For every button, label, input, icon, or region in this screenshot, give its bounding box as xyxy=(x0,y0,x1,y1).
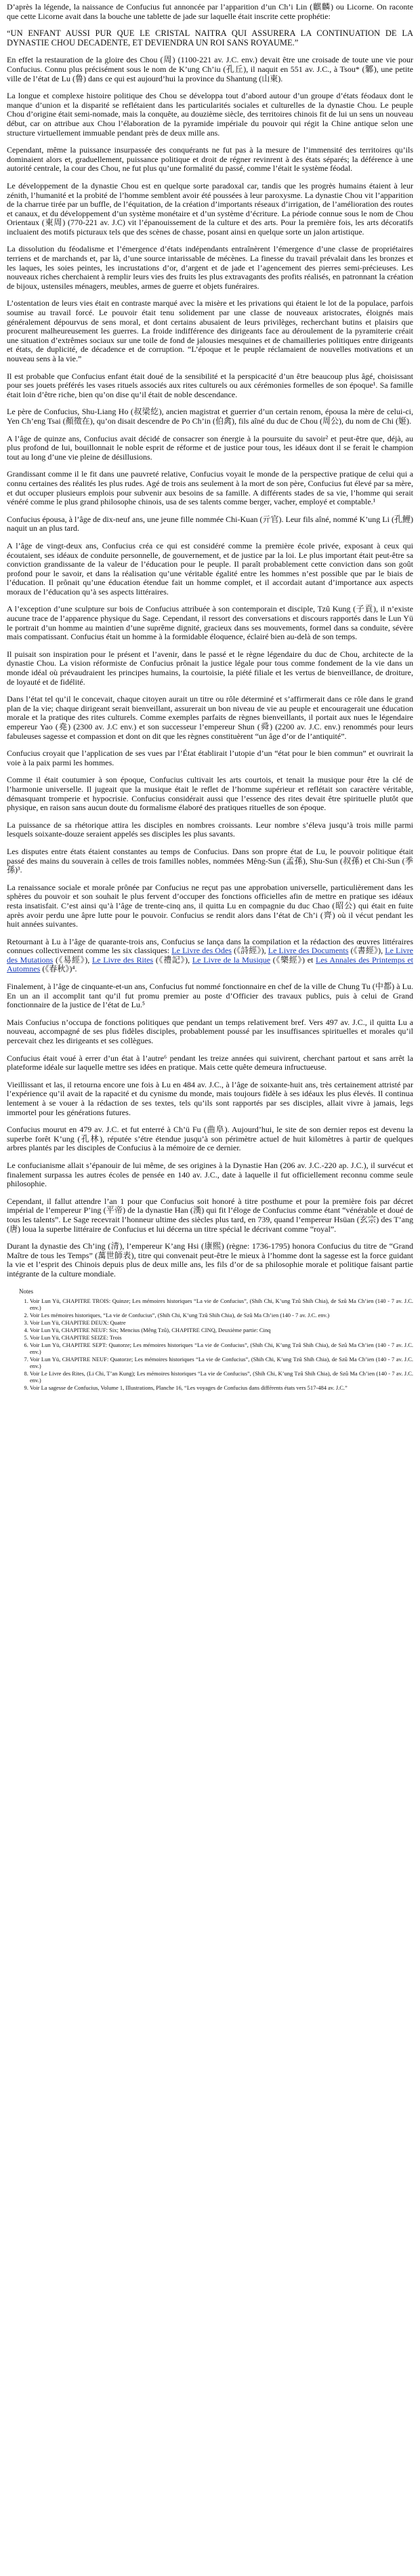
paragraph-first-school: A l’âge de vingt-deux ans, Confucius créa ce qui est considéré comme la première école privée, exposant à ceux qui écoutaient, ses idéaux de conduite personnelle, de gouvernement, et de justice par la loi. Le plus important était peut-être sa conviction grandissante de la valeur de l’éducation pour le peuple. Il paraît probablement cette conviction dans son goût profond pour le savoir, et dans la réalisation qu’une véritable égalité entre les hommes n’est possible que par le biais de l’éducation. Il prônait qu’une éducation étendue fait un homme complet, et il accordait autant d’importance aux aspects moraux de l’éducation qu’à ses aspects littéraires. xyxy=(7,540,413,597)
paragraph-chou-development: Le développement de la dynastie Chou est en quelque sorte paradoxal car, tandis que les progrès humains étaient à leur zénith, l’humanité et la probité de l’homme semblent avoir été poussées à leur paroxysme. La dynastie Chou vit l’apparition de la charrue tirée par un buffle, de l’équitation, de la création d’importants réseaux d’irrigation, de l’amélioration des routes et canaux, et du développement d’un système monétaire et d’un système d’écriture. La période connue sous le nom de Chou Orientaux (東周) (770-221 av. J.C) vit l’épanouissement de la culture et des arts. Pour la première fois, les arts décoratifs incluaient des motifs picturaux tels que des scènes de chasse, posant ainsi en quelque sorte un jalon artistique. xyxy=(7,180,413,237)
note-item: 1. Voir Lun Yü, CHAPITRE TROIS: Quinze; Les mémoires historiques “La vie de Confucius”, (Shih Chi, K’ung Tzû Shih Chia), de Szû Ma Ch’ien (140 - 7 av. J.C. env.) xyxy=(30,1297,413,1311)
paragraph-honors: Cependant, il fallut attendre l’an 1 pour que Confucius soit honoré à titre posthume et pour la première fois par décret impérial de l’empereur P’ing (平帝) de la dynastie Han (漢) qui fit l’éloge de Confucius comme étant “vénérable et doué de tous les talents”. Le Sage recevrait l’honneur ultime des siècles plus tard, en 739, quand l’empereur Hsüan (玄宗) des T’ang (唐) loua la superbe littéraire de Confucius et lui décerna un titre spécial le décrivant comme “royal”. xyxy=(7,1196,413,1234)
note-item: 8. Voir Le Livre des Rites, (Li Chi, T’an Kung); Les mémoires historiques “La vie de Confucius”, (Shih Chi, K’ung Tzû Shih Chia), de Szû Ma Ch’ien (140 - 7 av. J.C. env.) xyxy=(30,1370,413,1384)
paragraph-music-rites: Comme il était coutumier à son époque, Confucius cultivait les arts courtois, et tenait la musique pour être la clé de l’harmonie universelle. Il jugeait que la musique était le reflet de l’homme supérieur et reflétait son caractère véritable, démasquant tromperie et hypocrisie. Confucius considérait aussi que l’essence des rites devait être spirituelle plutôt que physique, en raison sans aucun doute du formalisme élaboré des pratiques rituelles de son époque. xyxy=(7,775,413,813)
notes-list xyxy=(7,1297,413,1391)
link-livre-des-odes[interactable]: Le Livre des Odes xyxy=(171,946,232,956)
link-livre-des-documents[interactable]: Le Livre des Documents xyxy=(268,946,349,956)
note-item: 7. Voir Lun Yü, CHAPITRE NEUF: Quatorze; Les mémoires historiques “La vie de Confucius”, (Shih Chi, K’ung Tzû Shih Chia), de Szû Ma Ch’ien (140 - 7 av. J.C. env.) xyxy=(30,1356,413,1369)
paragraph-leaving-lu: Mais Confucius n’occupa de fonctions politiques que pendant un temps relativement bref. Vers 497 av. J.C., il quitta Lu a nouveau, accompagné de ses plus fidèles disciples, probablement poussé par les insuffisances spirituelles et morales qu’il percevait chez les dirigeants et ses collègues. xyxy=(7,1017,413,1046)
paragraph-poverty: Grandissant comme il le fit dans une pauvreté relative, Confucius voyait le monde de la perspective pratique de celui qui a connu certaines des réalités les plus rudes. Agé de trois ans seulement à la mort de son père, Confucius fut élevé par sa mère, et dut occuper plusieurs emplois pour subvenir aux besoins de sa famille. A différents stades de sa vie, l’homme qui serait vénéré comme le plus grand philosophe chinois, usa de ses talents comme berger, vacher, employé et comptable.¹ xyxy=(7,469,413,507)
link-livre-des-mutations[interactable]: Le Livre des Mutations xyxy=(7,946,413,965)
paragraph-disciples: La puissance de sa rhétorique attira les disciples en nombres croissants. Leur nombre s’éleva jusqu’à trois mille parmi lesquels soixante-douze seraient appelés ses disciples les plus savants. xyxy=(7,820,413,839)
paragraph-feudal-decline: Cependant, même la puissance insurpassée des conquérants ne fut pas à la mesure de l’immensité des territoires qu’ils dominaient alors et, graduellement, puissance politique et droit de régner revinrent à des états séparés; la déférence à une autorité centrale, la cour des Chou, ne fut plus qu’une formalité du passé, comme l’était le système féodal. xyxy=(7,145,413,174)
paragraph-marriage: Confucius épousa, à l’âge de dix-neuf ans, une jeune fille nommée Chi-Kuan (亓官). Leur fils aîné, nommé K’ung Li (孔鯉) naquit un an plus tard. xyxy=(7,514,413,534)
paragraph-age-fifteen: A l’âge de quinze ans, Confucius avait décidé de consacrer son énergie à la poursuite du savoir² et peut-être que, déjà, au plus profond de lui, bouillonnait le noble esprit de réforme et de justice pour tous, les idéaux dont il se ferait le champion tout au long d’une vie pleine de désillusions. xyxy=(7,433,413,462)
link-livre-des-rites[interactable]: Le Livre des Rites xyxy=(91,954,154,965)
note-item: 4. Voir Lun Yü, CHAPITRE NEUF: Six; Mencius (Mêng Tzû), CHAPITRE CINQ, Deuxième partie: Cinq xyxy=(30,1327,413,1333)
note-item: 5. Voir Lun Yü, CHAPITRE SEIZE: Trois xyxy=(30,1334,413,1341)
prophecy-quote: “UN ENFANT AUSSI PUR QUE LE CRISTAL NAITRA QUI ASSURERA LA CONTINUATION DE LA DYNASTIE CHOU DECADENTE, ET DEVIENDRA UN ROI SANS ROYAUME.” xyxy=(7,28,413,47)
paragraph-chou-restoration: En effet la restauration de la gloire des Chou (周) (1100-221 av. J.C. env.) devait être une croisade de toute une vie pour Confucius. Connu plus précisément sous le nom de K’ung Ch’iu (孔丘), il naquit en 551 av. J.C., à Tsou* (鄹), une petite ville de l’état de Lu (鲁) dans ce qui est aujourd’hui la province du Shantung (山東). xyxy=(7,55,413,83)
paragraph-ideal-state: Dans l’état tel qu’il le concevait, chaque citoyen aurait un titre ou rôle déterminé et s’affirmerait dans ce rôle dans le grand plan de la vie; chaque dirigeant serait bienveillant, assurerait un bon niveau de vie au peuple et encouragerait une éducation morale et la pratique des rites culturels. Comme exemples parfaits de règnes bienveillants, il portait aux nues le légendaire empereur Yao (堯) (2300 av. J.C env.) et son successeur l’empereur Shun (舜) (2200 av. J.C. env.) renommés pour leurs fabuleuses sagesse et compassion et dont on dit que les règnes constituèrent “un âge d’or de l’antiquité”. xyxy=(7,694,413,741)
paragraph-ching: Durant la dynastie des Ch’ing (清), l’empereur K’ang Hsi (康熙) (règne: 1736-1795) honora Confucius du titre de “Grand Maître de tous les Temps” (萬世師表), titre qui convenait peut-être le mieux à l’homme dont la sagesse est la force guidant la vie et l’esprit des Chinois depuis plus de deux mille ans, les fils d’or de sa philosophie morale et politique faisant partie intégrante de la culture mondiale. xyxy=(7,1241,413,1279)
paragraph-ostentation: L’ostentation de leurs vies était en contraste marqué avec la misère et les privations qui étaient le lot de la populace, parfois soumise au travail forcé. Le pouvoir était tenu solidement par une classe de nouveaux aristocrates, éloignés mais généralement dépourvus de sens moral, et dont certains abusaient de leurs privilèges, recherchant butins et plaisirs que procurent malheureusement les guerres. La froide indifférence des dirigeants face au déroulement de la pyramiterie créait une situation d’extrêmes sociaux sur une toile de fond de jalousies mesquines et de chamailleries politiques entre dirigeants et états, de duplicité, de décadence et de corruption. “L’époque et le peuple réclamaient de nouvelles motivations et un nouveau sens à la vie.” xyxy=(7,298,413,363)
paragraph-disputes: Les disputes entre états étaient constantes au temps de Confucius. Dans son propre état de Lu, le pouvoir politique était passé des mains du souverain à celles de trois familles nobles, nommées Mêng-Sun (孟孫), Shu-Sun (叔孫) et Chi-Sun (季孫)³. xyxy=(7,846,413,875)
link-annales-printemps-automnes[interactable]: Les Annales des Printemps et Automnes xyxy=(7,954,413,974)
paragraph-death: Confucius mourut en 479 av. J.C. et fut enterré à Ch’ü Fu (曲阜). Aujourd’hui, le site de son dernier repos est devenu la superbe forêt K’ung (孔林), réputée s’étre étendue jusqu’à son périmètre actuel de huit kilomètres à partir de quelques arbres plantés par les disciples de Confucius à la mémoire de ce dernier. xyxy=(7,1125,413,1153)
paragraph-feudal-dissolution: La dissolution du féodalisme et l’émergence d’états indépendants entraînèrent l’émergence d’une classe de propriétaires terriens et de marchands et, par là, d’une source intarissable de mécènes. La finesse du travail prévalait dans les bronzes et les laques, les soies peintes, les incrustations d’or, d’argent et de jade et l’agencement des pierres semi-précieuses. Les nouveaux riches cherchaient à remplir leurs vies des fruits les plus extravagants des profits réalisés, en patronnant la création de bijoux, ustensiles ménagers, meubles, armes de guerre et objets funéraires. xyxy=(7,244,413,291)
paragraph-parents: Le père de Confucius, Shu-Liang Ho (叔梁紇), ancien magistrat et guerrier d’un certain renom, épousa la mère de celui-ci, Yen Ch’eng Tsai (顏徵在), qu’on disait descendre de Po Ch’in (伯禽), fils aîné du duc de Chou (周公), du nom de Chi (姬). xyxy=(7,407,413,426)
note-item: 9. Voir La sagesse de Confucius, Volume 1, Illustrations, Planche 16, “Les voyages de Confucius dans différents états vers 517-484 av. J.C.” xyxy=(30,1384,413,1391)
classics-text: Retournant à Lu à l’âge de quarante-trois ans, Confucius se lança dans la compilation et la rédaction des œuvres littéraires connues collectivement comme les six classiques: xyxy=(7,936,413,956)
paragraph-childhood: Il est probable que Confucius enfant était doué de la sensibilité et la perspicacité d’un être beaucoup plus âgé, choisissant pour ses jouets préférés les vases rituels associés aux rites culturels ou aux cérémonies formelles de son époque¹. Sa famille était loin d’être riche, bien qu’on dise qu’il était de noble descendance. xyxy=(7,371,413,399)
note-item: 3. Voir Lun Yü, CHAPITRE DEUX: Quatre xyxy=(30,1319,413,1326)
paragraph-chung-tu: Finalement, à l’âge de cinquante-et-un ans, Confucius fut nommé fonctionnaire en chef de la ville de Chung Tu (中都) à Lu. En un an il accomplit tant qu’il fut promu premier au poste d’Officier des travaux publics, puis à celui de Grand fonctionnaire de la justice de l’état de Lu.⁵ xyxy=(7,982,413,1010)
paragraph-intro: D’après la légende, la naissance de Confucius fut annoncée par l’apparition d’un Ch’i Lin (麒麟) ou Licorne. On raconte que cette Licorne avait dans la bouche une tablette de jade sur laquelle était inscrite cette prophétie: xyxy=(7,2,413,21)
paragraph-appearance: A l’exception d’une sculpture sur bois de Confucius attribuée à son contemporain et disciple, Tzû Kung (子貢), il n’existe aucune trace de l’apparence physique du Sage. Cependant, il ressort des conversations et discours rapportés dans le Lun Yü le portrait d’un homme au maintien d’une suprême dignité, gracieux dans ses mouvements, formel dans sa conduite, sévère mais compatissant. Confucius était un homme à la formidable éloquence, éclairé bien au-delà de son temps. xyxy=(7,604,413,642)
link-livre-de-la-musique[interactable]: Le Livre de la Musique xyxy=(192,954,271,965)
paragraph-chou-history: La longue et complexe histoire politique des Chou se développa tout d’abord autour d’un groupe d’états féodaux dont le manque d’union et la disparité se reflétaient dans les particularités sociales et culturelles de la dynastie Chou. Le peuple Chou d’origine était semi-nomade, mais la conquête, au douzième siècle, des territoires chinois fit de lui un sens un nouveau début, car on attribue aux Chou l’élaboration de la pyramide impériale du pouvoir qui régit la Chine antique selon une structure virtuellement immuable pendant près de deux mille ans. xyxy=(7,91,413,138)
paragraph-utopia: Confucius croyait que l’application de ses vues par l’État établirait l’utopie d’un “état pour le bien commun” et ouvrirait la voie à la paix parmi les hommes. xyxy=(7,748,413,767)
note-item: 2. Voir Les mémoires historiques, “La vie de Confucius”, (Shih Chi, K’ung Tzû Shih Chia), de Szû Ma Ch’ien (140 - 7 av. J.C. env.) xyxy=(30,1312,413,1319)
paragraph-classics: Retournant à Lu à l’âge de quarante-trois ans, Confucius se lança dans la compilation et la rédaction des œuvres littéraires connues collectivement comme les six classiques: Le Livre des Odes (《詩經》), Le Livre des Documents (《書經》), Le Livre des Mutations (《易經》), Le Livre des Rites (《禮記》), Le Livre de la Musique (《樂經》) et Les Annales des Printemps et Automnes (《春秋》)⁴. xyxy=(7,936,413,974)
paragraph-renaissance: La renaissance sociale et morale prônée par Confucius ne reçut pas une approbation universelle, particulièrement dans les sphères du pouvoir et son souhait le plus fervent d’occuper des fonctions officielles afin de mettre en pratique ses idéaux resta insatisfait. C’est ainsi qu’à l’âge de trente-cinq ans, il quitta Lu en compagnie du duc Chao (昭公) qui était en fuite après avoir perdu une âpre lutte pour le pouvoir. Confucius se rendit alors dans l’état de Ch’i (齊) où il vécut pendant les huit années suivantes. xyxy=(7,882,413,929)
paragraph-return: Vieillissant et las, il retourna encore une fois à Lu en 484 av. J.C., à l’âge de soixante-huit ans, très certainement attristé par l’expérience qu’il avait de la rapacité et du cynisme du monde, mais toujours fidèle à ses idéaux les plus élevés. Il continua lentement à se vouer à la rédaction de ses textes, tels qu’ils sont rapportés par ses disciples, allait vivre à jamais, legs immortel pour les générations futures. xyxy=(7,1079,413,1117)
note-item: 6. Voir Lun Yü, CHAPITRE SEPT: Quatorze; Les mémoires historiques “La vie de Confucius”, (Shih Chi, K’ung Tzû Shih Chia), de Szû Ma Ch’ien (140 - 7 av. J.C. env.) xyxy=(30,1342,413,1355)
paragraph-confucianism: Le confucianisme allait s’épanouir de lui même, de ses origines à la Dynastie Han (206 av. J.C.-220 ap. J.C.), il survécut et finalement surpassa les autres écoles de pensée en 140 av. J.C., date à laquelle il fut officiellement reconnu comme seule philosophie. xyxy=(7,1160,413,1189)
paragraph-inspiration: Il puisait son inspiration pour le présent et l’avenir, dans le passé et le règne légendaire du duc de Chou, architecte de la dynastie Chou. La vision réformiste de Confucius prônait la justice légale pour tous comme fondement de la vie dans un monde idéal où prévaudraient les principes humains, la courtoisie, la piété filiale et les vertus de bienveillance, de droiture, de loyauté et de fidélité. xyxy=(7,649,413,687)
paragraph-wandering: Confucius était voué à errer d’un état à l’autre⁶ pendant les treize années qui suivirent, cherchant partout et sans arrêt la plateforme idéale sur laquelle mettre ses idées en pratique. Mais cette quête demeura infructueuse. xyxy=(7,1053,413,1072)
notes-heading: Notes xyxy=(19,1287,33,1295)
